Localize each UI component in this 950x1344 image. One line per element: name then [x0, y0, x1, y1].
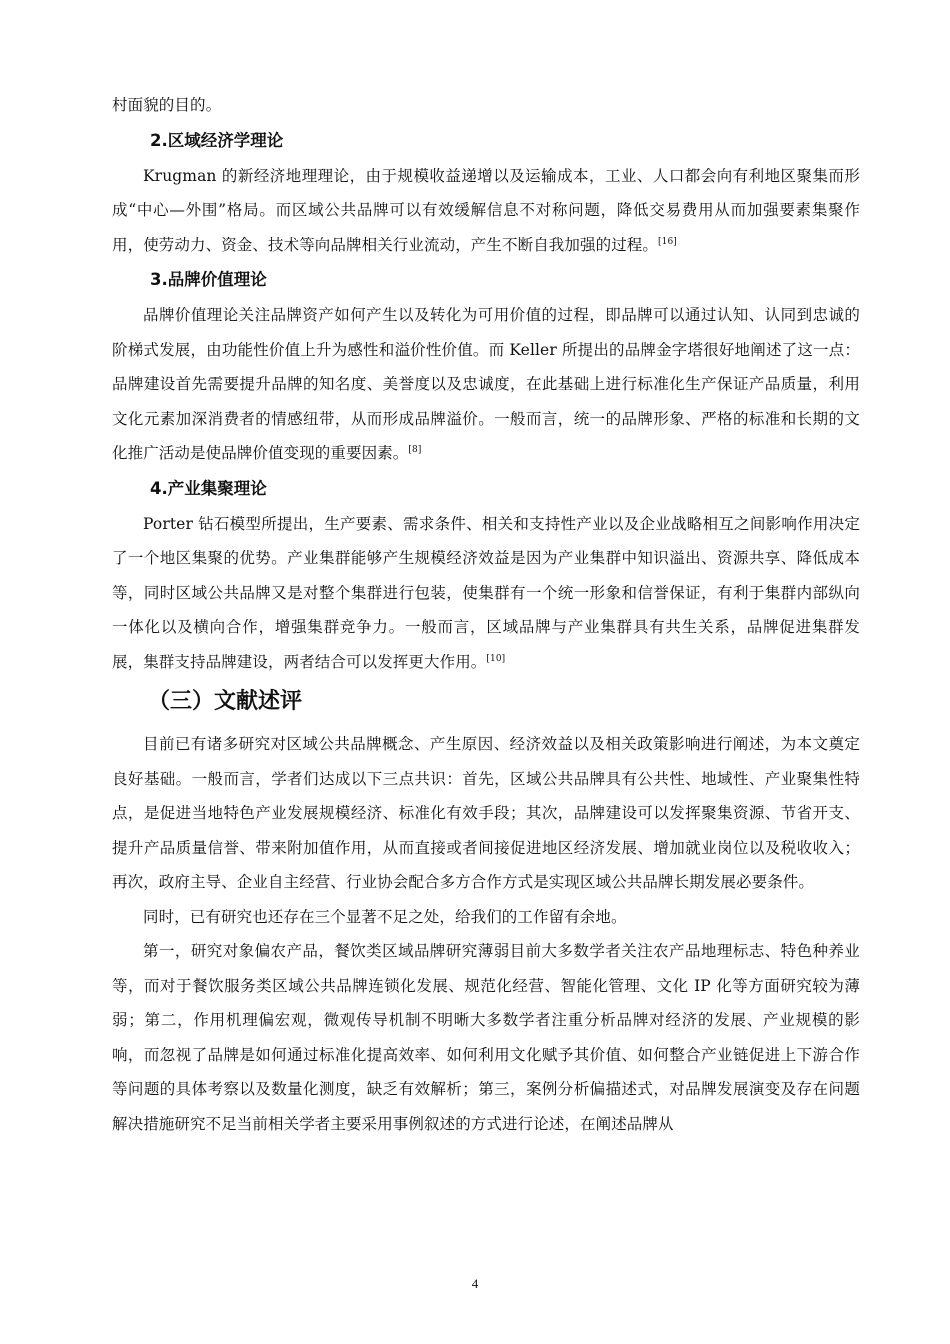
page-number: 4: [471, 1276, 479, 1291]
citation: [10]: [486, 653, 506, 664]
paragraph-review-shortcomings: 第一，研究对象偏农产品，餐饮类区域品牌研究薄弱目前大多数学者关注农产品地理标志、特色种养业等，而对于餐饮服务类区域公共品牌连锁化发展、规范化经营、智能化管理、文化 IP 化等方面研究较为薄弱；第二，作用机理偏宏观，微观传导机制不明晰大多数学者注重分析品牌对经济的发展、产业规模的影响，而忽视了品牌是如何通过标准化提高效率、如何利用文化赋予其价值、如何整合产业链促进上下游合作等问题的具体考察以及数量化测度，缺乏有效解析；第三，案例分析偏描述式，对品牌发展演变及存在问题解决措施研究不足当前相关学者主要采用事例叙述的方式进行论述，在阐述品牌从: [112, 942, 860, 1133]
citation: [8]: [408, 444, 422, 455]
paragraph-text: Porter 钻石模型所提出，生产要素、需求条件、相关和支持性产业以及企业战略相互之间影响作用决定了一个地区集聚的优势。产业集群能够产生规模经济效益是因为产业集群中知识溢出、资源共享、降低成本等，同时区域公共品牌又是对整个集群进行包装，使集群有一个统一形象和信誉保证，有利于集群内部纵向一体化以及横向合作，增强集群竞争力。一般而言，区域品牌与产业集群具有共生关系，品牌促进集群发展，集群支持品牌建设，两者结合可以发挥更大作用。: [112, 514, 860, 671]
section-heading-industrial-cluster: 4.产业集聚理论: [150, 478, 267, 498]
section-heading-literature-review: （三）文献述评: [148, 689, 303, 714]
paragraph-review-shortcomings-intro: 同时，已有研究也还存在三个显著不足之处，给我们的工作留有余地。: [143, 907, 627, 926]
paragraph-regional-economics: [112, 159, 860, 263]
section-heading-brand-value: 3.品牌价值理论: [150, 270, 267, 289]
paragraph-industrial-cluster: [112, 507, 860, 680]
section-heading-regional-economics: 2.区域经济学理论: [150, 130, 284, 150]
paragraph-text: Krugman 的新经济地理理论，由于规模收益递增以及运输成本，工业、人口都会向有利地区聚集而形成“中心—外围”格局。而区域公共品牌可以有效缓解信息不对称问题，降低交易费用从而加强要素集聚作用，使劳动力、资金、技术等向品牌相关行业流动，产生不断自我加强的过程。: [112, 166, 860, 254]
paragraph-text: 品牌价值理论关注品牌资产如何产生以及转化为可用价值的过程，即品牌可以通过认知、认同到忠诚的阶梯式发展，由功能性价值上升为感性和溢价性价值。而 Keller 所提出的品牌金字塔很好地阐述了这一点：品牌建设首先需要提升品牌的知名度、美誉度以及忠诚度，在此基础上进行标准化生产保证产品质量，利用文化元素加深消费者的情感纽带，从而形成品牌溢价。一般而言，统一的品牌形象、严格的标准和长期的文化推广活动是使品牌价值变现的重要因素。: [112, 306, 860, 462]
paragraph-brand-value: [112, 298, 860, 471]
intro-tail-paragraph: 村面貌的目的。: [112, 96, 222, 114]
paragraph-review-consensus: 目前已有诸多研究对区域公共品牌概念、产生原因、经济效益以及相关政策影响进行阐述，为本文奠定良好基础。一般而言，学者们达成以下三点共识：首先，区域公共品牌具有公共性、地域性、产业聚集性特点，是促进当地特色产业发展规模经济、标准化有效手段；其次，品牌建设可以发挥聚集资源、节省开支、提升产品质量信誉、带来附加值作用，从而直接或者间接促进地区经济发展、增加就业岗位以及税收收入；再次，政府主导、企业自主经营、行业协会配合多方合作方式是实现区域公共品牌长期发展必要条件。: [112, 735, 860, 891]
page-content: [112, 88, 860, 1141]
citation: [16]: [658, 236, 677, 247]
